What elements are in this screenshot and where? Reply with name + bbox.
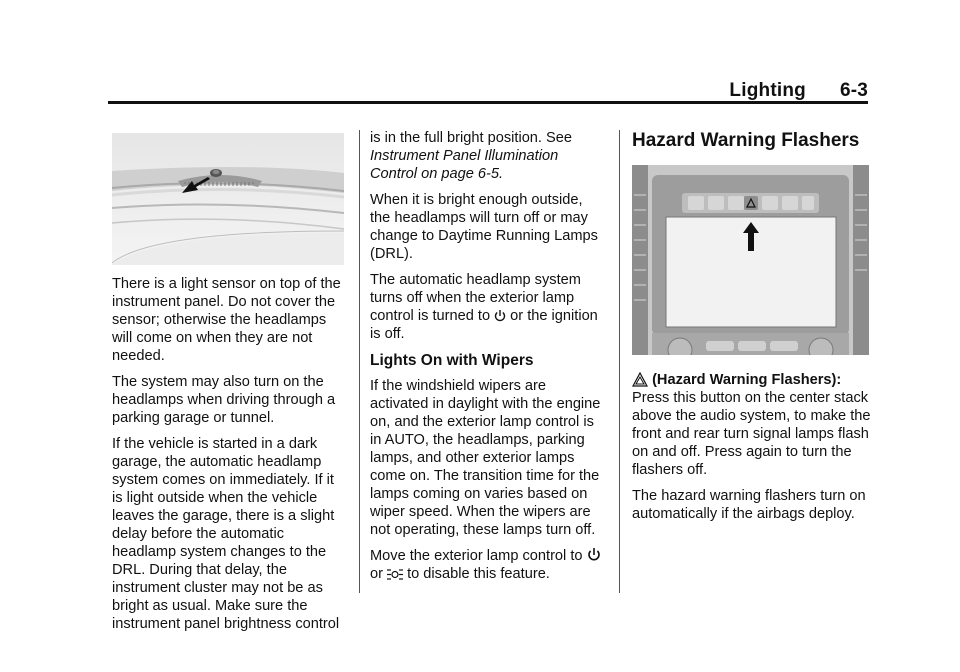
hazard-button-illustration	[632, 165, 869, 355]
light-sensor-illustration	[112, 133, 344, 265]
parking-lamp-icon	[387, 568, 403, 581]
bright-outside-paragraph: When it is bright enough outside, the headlamps will turn off or may change to Daytime Running Lamps (DRL).	[370, 192, 598, 262]
wipers-heading: Lights On with Wipers	[370, 352, 534, 369]
column-divider-1	[359, 130, 360, 593]
hazard-heading: Hazard Warning Flashers	[632, 130, 860, 151]
dark-garage-paragraph: If the vehicle is started in a dark garage, the automatic headlamp system comes on immediately. If it is light outside when the vehicle leaves the garage, there is a slight delay before the automatic headlamp system changes to the DRL. During that delay, the instrument cluster may not be as bright as usual. Make sure the instrument panel brightness control	[112, 436, 340, 632]
header-rule	[108, 101, 868, 104]
column-2	[370, 129, 606, 591]
garage-paragraph: The system may also turn on the headlamps when driving through a parking garage or tunnel.	[112, 374, 336, 426]
sensor-paragraph: There is a light sensor on top of the instrument panel. Do not cover the sensor; otherwise the headlamps will come on when they are not needed.	[112, 276, 341, 364]
page-number: 6-3	[839, 80, 868, 101]
power-off-icon	[494, 309, 506, 323]
cross-reference-link[interactable]: Instrument Panel Illumination Control on page 6-5.	[370, 148, 559, 182]
airbag-paragraph: The hazard warning flashers turn on automatically if the airbags deploy.	[632, 488, 866, 522]
column-3	[632, 129, 872, 531]
wipers-paragraph: If the windshield wipers are activated in daylight with the engine on, and the exterior lamp control is in AUTO, the headlamps, parking lamps, and other exterior lamps come on. The transition time for the lamps coming on varies based on wiper speed. When the wipers are not operating, these lamps turn off.	[370, 378, 601, 538]
power-off-icon	[587, 547, 601, 563]
hazard-paragraph: (Hazard Warning Flashers): Press this button on the center stack above the audio system, to make the front and rear turn signal lamps flash on and off. Press again to turn the flashers off.	[632, 372, 871, 478]
auto-off-paragraph: The automatic headlamp system turns off when the exterior lamp control is turned to or the ignition is off.	[370, 272, 598, 342]
section-title: Lighting	[729, 80, 806, 101]
page-header	[108, 80, 868, 102]
column-divider-2	[619, 130, 620, 593]
brightness-paragraph: is in the full bright position. See Instrument Panel Illumination Control on page 6-5.	[370, 130, 572, 182]
disable-paragraph: Move the exterior lamp control to or to disable this feature.	[370, 547, 606, 583]
hazard-warning-icon	[632, 372, 648, 387]
column-1	[112, 130, 346, 641]
